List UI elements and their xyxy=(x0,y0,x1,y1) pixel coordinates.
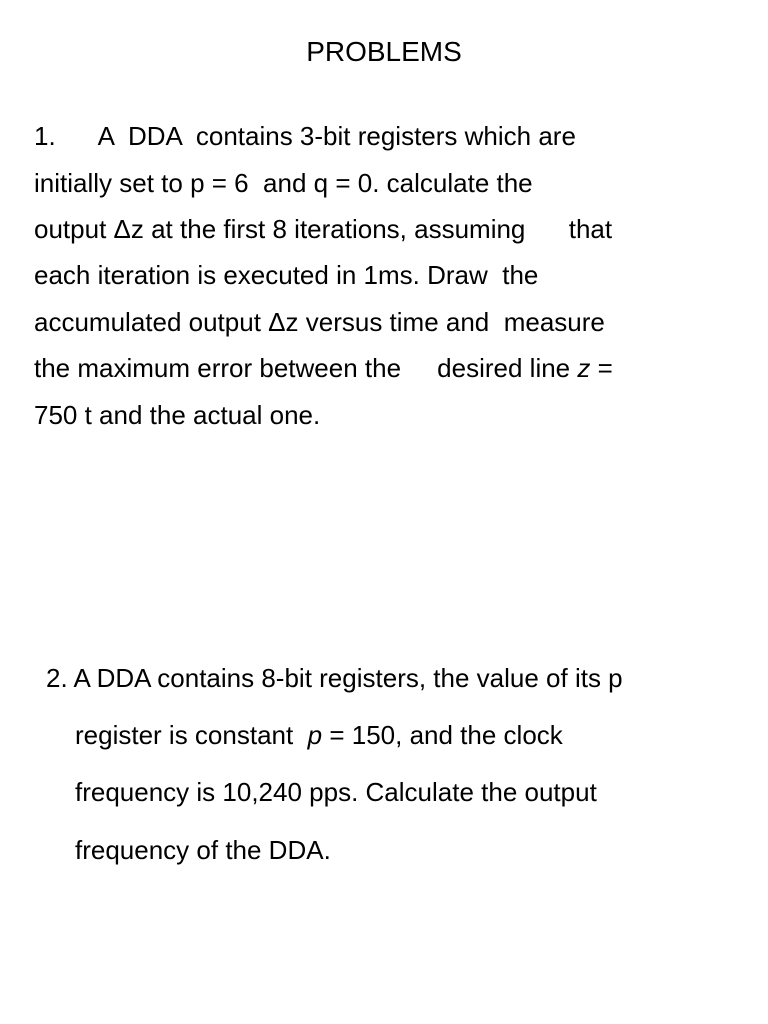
problem-2-line-2-tail: = 150, and the clock xyxy=(322,720,563,750)
variable-p: p xyxy=(307,720,323,750)
problem-1-line-6-text: the maximum error between the desired line xyxy=(34,353,578,383)
problem-1-line-6 xyxy=(34,352,613,384)
problem-1-line-6-tail: = xyxy=(590,353,613,383)
problem-1-line-1: 1. A DDA contains 3-bit registers which are xyxy=(34,121,576,151)
problem-2-line-4: frequency of the DDA. xyxy=(75,835,331,865)
page-title: PROBLEMS xyxy=(306,36,462,67)
problem-2-line-3: frequency is 10,240 pps. Calculate the output xyxy=(75,777,597,807)
problem-1-line-2: initially set to p = 6 and q = 0. calculate the xyxy=(34,168,533,198)
problem-2-line-2 xyxy=(75,719,563,751)
problem-2-line-1: 2. A DDA contains 8-bit registers, the value of its p xyxy=(46,663,623,693)
problem-1-line-5: accumulated output Δz versus time and measure xyxy=(34,307,605,337)
problem-1-line-3: output Δz at the first 8 iterations, assuming that xyxy=(34,214,613,244)
problem-1-line-4: each iteration is executed in 1ms. Draw the xyxy=(34,260,539,290)
variable-z: z xyxy=(577,353,591,383)
problem-2-line-2-text: register is constant xyxy=(75,720,308,750)
problem-1-line-7: 750 t and the actual one. xyxy=(34,400,321,430)
